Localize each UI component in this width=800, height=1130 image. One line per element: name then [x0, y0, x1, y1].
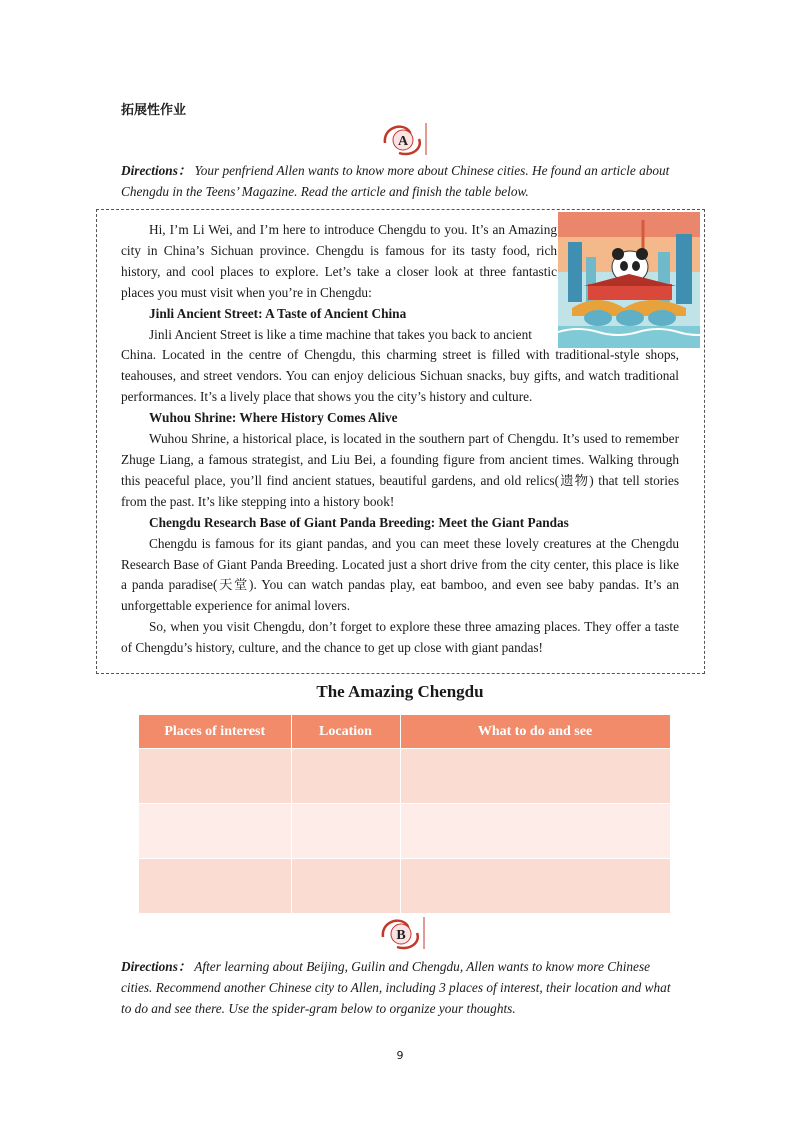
badge-b-icon	[375, 913, 427, 953]
answer-cell[interactable]	[291, 804, 400, 859]
table-title: The Amazing Chengdu	[316, 682, 484, 701]
jinli-paragraph-first: Jinli Ancient Street is like a time machine that takes you back to ancient	[149, 326, 532, 342]
table-row	[139, 749, 670, 804]
article-intro: Hi, I’m Li Wei, and I’m here to introduce Chengdu to you. It’s an Amazing city in China’s Sichuan province. Chengdu is famous for its tasty food, rich history, and cool places to explore. Let’s take a closer look at three fantastic places you must visit when you’re in Chengdu:	[121, 222, 557, 300]
answer-cell[interactable]	[291, 749, 400, 804]
answer-cell[interactable]	[291, 859, 400, 914]
subheading-wuhou: Wuhou Shrine: Where History Comes Alive	[149, 410, 398, 426]
header-places: Places of interest	[139, 715, 291, 749]
subheading-jinli: Jinli Ancient Street: A Taste of Ancient China	[149, 305, 407, 321]
table-row	[139, 859, 670, 914]
badge-b-letter: B	[396, 928, 406, 943]
directions-text: After learning about Beijing, Guilin and Chengdu, Allen wants to know more Chinese cities. Recommend another Chinese city to Allen, including 3 places of interest, their location and what to do and see there. Use the spider-gram below to organize your thoughts.	[121, 959, 671, 1016]
badge-a-icon	[377, 119, 429, 159]
directions-label: Directions：	[121, 163, 192, 178]
article-body	[121, 220, 679, 659]
subheading-panda-base: Chengdu Research Base of Giant Panda Breeding: Meet the Giant Pandas	[149, 514, 569, 530]
section-a-badge	[377, 119, 429, 159]
section-b-directions	[121, 956, 679, 1019]
jinli-paragraph: China. Located in the centre of Chengdu, this charming street is filled with traditional-style shops, teahouses, and street vendors. You can enjoy delicious Sichuan snacks, buy gifts, and watch traditional performances. It’s a lively place that shows you the city’s history and culture.	[121, 347, 679, 405]
section-b-badge	[375, 913, 427, 953]
chengdu-table	[139, 715, 671, 913]
table-header-row	[139, 715, 670, 749]
answer-cell[interactable]	[139, 804, 291, 859]
closing-paragraph: So, when you visit Chengdu, don’t forget to explore these three amazing places. They offer a taste of Chengdu’s history, culture, and the chance to get up close with giant pandas!	[121, 619, 679, 656]
header-location: Location	[291, 715, 400, 749]
panda-paragraph: Chengdu is famous for its giant pandas, and you can meet these lovely creatures at the Chengdu Research Base of Giant Panda Breeding. Located just a short drive from the city center, this place is like a panda paradise(天堂). You can watch pandas play, eat bamboo, and even see baby pandas. It’s an unforgettable experience for animal lovers.	[121, 535, 679, 614]
header-what-to-do: What to do and see	[400, 715, 670, 749]
directions-text: Your penfriend Allen wants to know more about Chinese cities. He found an article about Chengdu in the Teens’ Magazine. Read the article and finish the table below.	[121, 163, 670, 199]
answer-cell[interactable]	[400, 804, 670, 859]
page-number: 9	[396, 1049, 404, 1062]
answer-cell[interactable]	[400, 749, 670, 804]
directions-label: Directions：	[121, 959, 192, 974]
wuhou-paragraph: Wuhou Shrine, a historical place, is located in the southern part of Chengdu. It’s used to remember Zhuge Liang, a famous strategist, and Liu Bei, a founding figure from ancient times. Walking through this peaceful place, you’ll find ancient statues, beautiful gardens, and old relics(遗物) that tell stories from the past. It’s like stepping into a history book!	[121, 431, 679, 509]
homework-heading: 拓展性作业	[121, 103, 187, 118]
answer-cell[interactable]	[400, 859, 670, 914]
article-box	[96, 209, 705, 674]
section-a-directions	[121, 160, 679, 202]
badge-a-letter: A	[397, 134, 409, 149]
answer-cell[interactable]	[139, 749, 291, 804]
answer-cell[interactable]	[139, 859, 291, 914]
table-row	[139, 804, 670, 859]
